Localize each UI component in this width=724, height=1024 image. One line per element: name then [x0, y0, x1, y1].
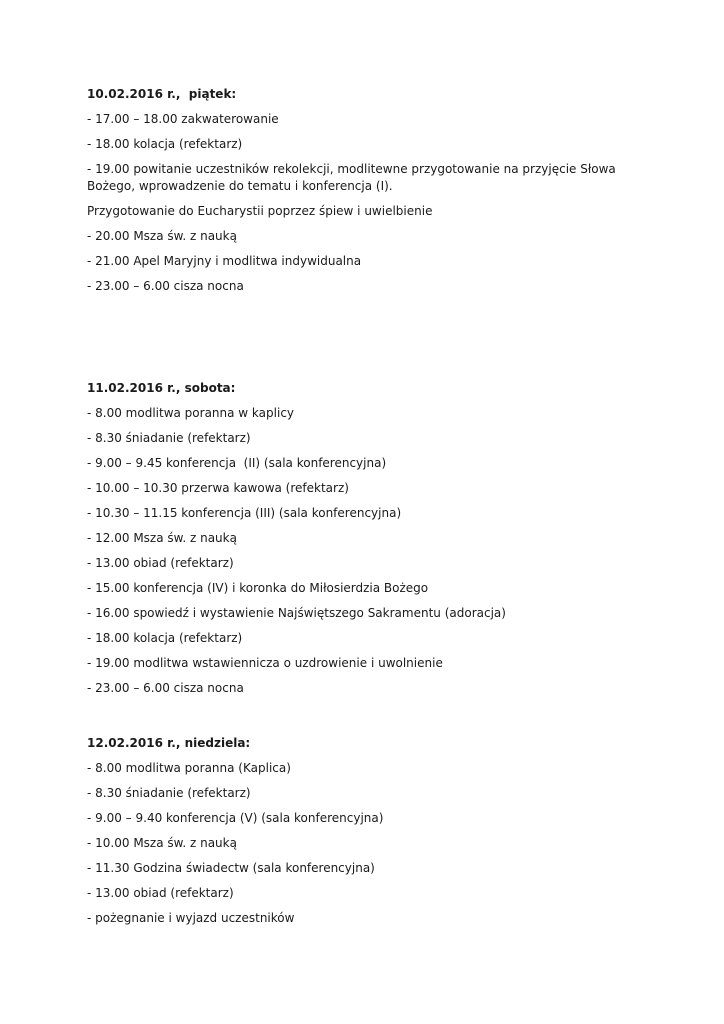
- schedule-item: - 8.30 śniadanie (refektarz): [87, 786, 251, 800]
- schedule-item: - 16.00 spowiedź i wystawienie Najświętszego Sakramentu (adoracja): [87, 606, 506, 620]
- schedule-item: - 10.30 – 11.15 konferencja (III) (sala konferencyjna): [87, 506, 402, 520]
- schedule-item: - 8.30 śniadanie (refektarz): [87, 431, 251, 445]
- schedule-item: - 13.00 obiad (refektarz): [87, 886, 234, 900]
- schedule-item: - 17.00 – 18.00 zakwaterowanie: [87, 112, 279, 126]
- schedule-item: - 8.00 modlitwa poranna (Kaplica): [87, 761, 291, 775]
- schedule-item: - 23.00 – 6.00 cisza nocna: [87, 681, 244, 695]
- schedule-item: - 10.00 – 10.30 przerwa kawowa (refektarz): [87, 481, 349, 495]
- schedule-item: - 9.00 – 9.45 konferencja (II) (sala konferencyjna): [87, 456, 387, 470]
- schedule-item: - 18.00 kolacja (refektarz): [87, 631, 243, 645]
- schedule-item: - 8.00 modlitwa poranna w kaplicy: [87, 406, 295, 420]
- day-section-sunday: [87, 735, 647, 935]
- day-section-saturday: [87, 380, 647, 705]
- schedule-item: - pożegnanie i wyjazd uczestników: [87, 911, 295, 925]
- schedule-item: - 12.00 Msza św. z nauką: [87, 531, 237, 545]
- schedule-item: - 13.00 obiad (refektarz): [87, 556, 234, 570]
- schedule-item: - 9.00 – 9.40 konferencja (V) (sala konferencyjna): [87, 811, 384, 825]
- schedule-item: - 23.00 – 6.00 cisza nocna: [87, 279, 244, 293]
- schedule-item: - 10.00 Msza św. z nauką: [87, 836, 237, 850]
- schedule-item: - 18.00 kolacja (refektarz): [87, 137, 243, 151]
- schedule-item: - 15.00 konferencja (IV) i koronka do Miłosierdzia Bożego: [87, 581, 429, 595]
- schedule-item: Przygotowanie do Eucharystii poprzez śpiew i uwielbienie: [87, 204, 433, 218]
- day-heading: 12.02.2016 r., niedziela:: [87, 736, 251, 750]
- day-heading: 10.02.2016 r., piątek:: [87, 87, 237, 101]
- schedule-item: - 21.00 Apel Maryjny i modlitwa indywidualna: [87, 254, 362, 268]
- schedule-item: - 19.00 powitanie uczestników rekolekcji, modlitewne przygotowanie na przyjęcie Słowa Bożego, wprowadzenie do tematu i konferencja (I).: [87, 162, 620, 193]
- day-heading: 11.02.2016 r., sobota:: [87, 381, 236, 395]
- day-section-friday: [87, 86, 647, 303]
- schedule-item: - 20.00 Msza św. z nauką: [87, 229, 237, 243]
- schedule-item: - 11.30 Godzina świadectw (sala konferencyjna): [87, 861, 375, 875]
- schedule-item: - 19.00 modlitwa wstawienniczа o uzdrowienie i uwolnienie: [87, 656, 443, 670]
